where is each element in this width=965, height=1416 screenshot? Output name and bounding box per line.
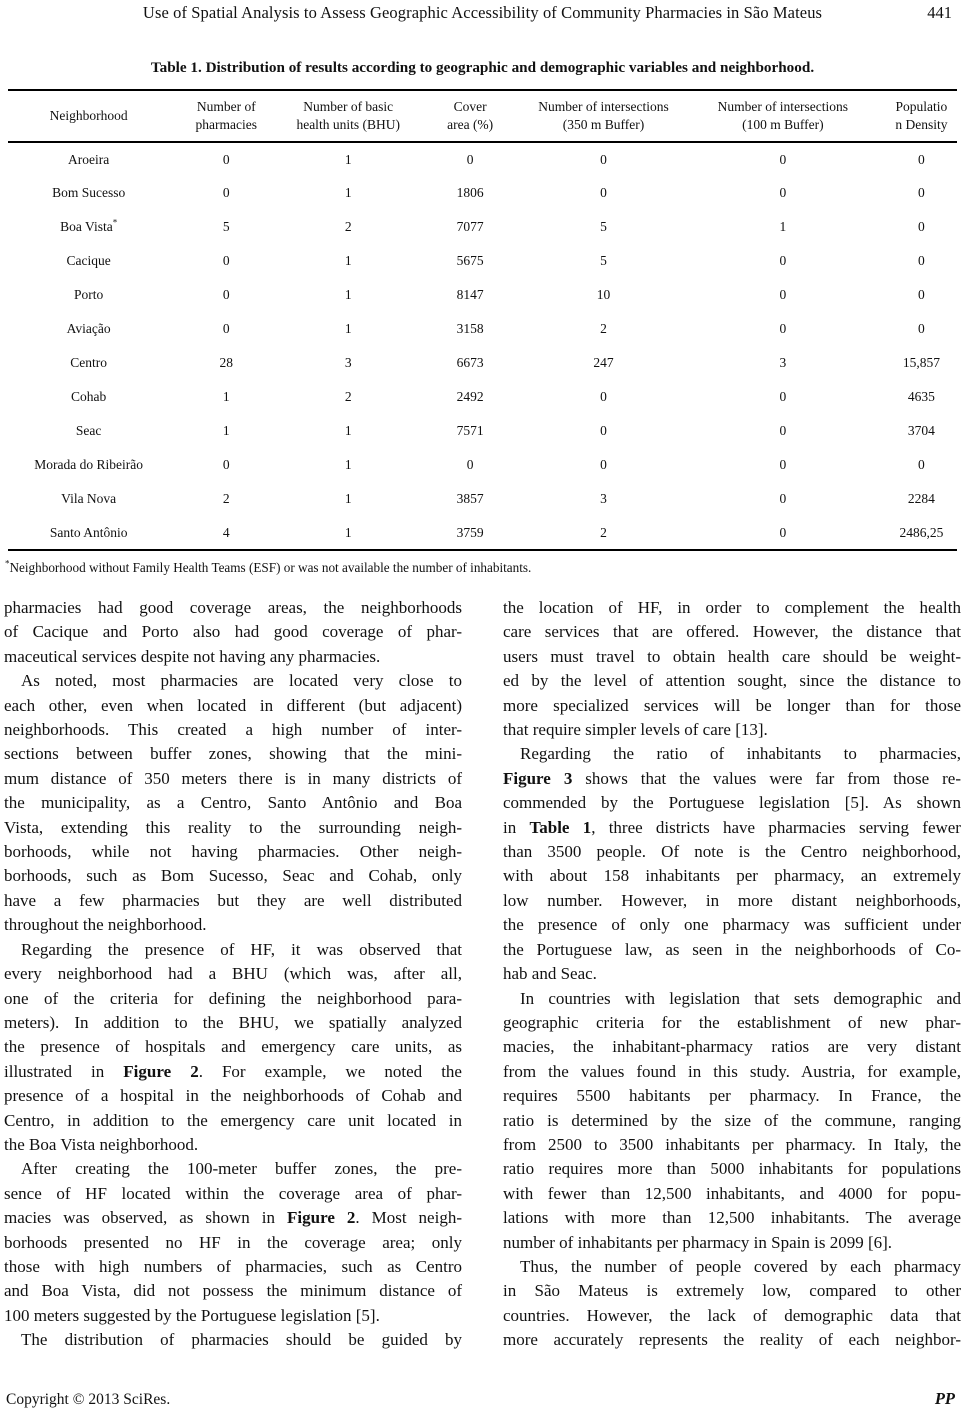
column-header: Populatio n Density [886,90,957,142]
value-cell: 5 [600,219,607,234]
value-cell: 6673 [456,355,484,370]
column-header: Number of basic health units (BHU) [283,90,413,142]
column-header: Neighborhood [8,90,169,142]
value-cell: 2284 [907,491,935,506]
neighborhood-cell: Aroeira [68,151,110,167]
value-cell: 0 [222,151,230,167]
body-paragraph [503,1255,961,1353]
text-line: every neighborhood had a BHU (which was, after all, [4,964,462,984]
table-footnote [5,560,957,576]
value-cell: 1 [222,423,230,438]
value-cell: 0 [918,185,925,200]
column-header: Number of pharmacies [169,90,283,142]
neighborhood-cell: Seac [75,423,102,438]
column-header: Cover area (%) [413,90,527,142]
text-line: borhoods presented no HF in the coverage area; only [4,1232,462,1252]
value-cell: 4635 [907,389,935,404]
value-cell: 8147 [456,287,484,302]
value-cell: 1 [779,219,787,234]
value-cell: 1806 [456,185,484,200]
text-line: ratio requires more than 5000 inhabitants for populations [503,1159,961,1179]
value-cell: 0 [222,321,230,336]
neighborhood-cell: Cacique [66,253,111,268]
value-cell: 15,857 [902,355,940,370]
neighborhood-cell: Bom Sucesso [52,185,126,200]
value-cell: 0 [779,287,787,302]
text-line: ratio is determined by the size of the commune, ranging [503,1110,961,1130]
value-cell: 28 [219,355,234,370]
page-footer [6,1389,955,1409]
value-cell: 0 [918,219,925,234]
text-line: users must travel to obtain health care should be weight- [503,646,961,666]
value-cell: 2 [600,524,607,540]
neighborhood-cell: Cohab [71,389,107,404]
value-cell: 0 [779,185,787,200]
table-row [8,448,957,482]
value-cell: 0 [600,389,607,404]
neighborhood-cell: Aviação [66,321,111,336]
copyright-text: Copyright © 2013 SciRes. [6,1391,171,1408]
table-wrap [8,89,957,551]
value-cell: 1 [222,389,230,404]
text-line: in Table 1, three districts have pharmacies serving fewer [503,817,961,837]
value-cell: 1 [344,423,352,438]
text-line: those with high numbers of pharmacies, such as Centro [4,1256,462,1276]
text-line: the presence of only one pharmacy was sufficient under [503,915,961,935]
table-row [8,142,957,176]
table-row [8,312,957,346]
table-head [8,90,957,142]
value-cell: 5 [222,219,230,234]
text-line: and Boa Vista, did not possess the minimum distance of [4,1281,462,1301]
table-row [8,482,957,516]
body-paragraph [4,596,462,669]
right-column [503,596,961,1353]
value-cell: 0 [918,151,925,167]
value-cell: 0 [779,524,787,540]
value-cell: 0 [779,321,787,336]
value-cell: 1 [344,253,352,268]
value-cell: 3 [344,355,352,370]
text-line: more accurately represents the reality of each neighbor- [503,1330,961,1350]
text-line: Vista, extending this reality to the surrounding neigh- [4,817,462,837]
value-cell: 3 [600,491,607,506]
column-header: Number of intersections (100 m Buffer) [680,90,886,142]
value-cell: 0 [222,287,230,302]
text-line: throughout the neighborhood. [4,915,207,935]
value-cell: 1 [344,524,352,540]
value-cell: 3704 [907,423,935,438]
footnote-text: Neighborhood without Family Health Teams (ESF) or was not available the number of inhabitants. [9,560,532,575]
value-cell: 0 [779,151,787,167]
value-cell: 3857 [456,491,484,506]
value-cell: 5675 [456,253,484,268]
table-row [8,176,957,210]
text-line: the municipality, as a Centro, Santo Antônio and Boa [4,793,462,813]
value-cell: 0 [918,321,925,336]
text-line: Regarding the presence of HF, it was observed that [21,939,462,959]
value-cell: 1 [344,287,352,302]
table-header-row [8,90,957,142]
value-cell: 0 [918,253,925,268]
body-paragraph [503,742,961,986]
text-line: from 2500 to 3500 inhabitants per pharmacy. In Italy, the [503,1134,961,1154]
page-number: 441 [927,3,952,22]
text-line: one of the criteria for defining the neighborhood para- [4,988,462,1008]
value-cell: 2 [600,321,607,336]
value-cell: 0 [918,287,925,302]
table-row [8,278,957,312]
value-cell: 1 [344,151,352,167]
journal-abbreviation: PP [934,1389,955,1408]
text-line: Thus, the number of people covered by each pharmacy [520,1256,961,1276]
text-line: commended by the Portuguese legislation [5]. As shown [503,793,961,813]
text-line: each other, even when located in different (but adjacent) [4,695,462,715]
value-cell: 0 [600,423,607,438]
neighborhood-cell: Santo Antônio [49,524,128,540]
value-cell: 0 [222,253,230,268]
text-line: the presence of hospitals and emergency care units, as [4,1037,462,1057]
text-line: care services that are offered. However, the distance that [503,622,961,642]
body-paragraph [4,669,462,937]
table-row [8,380,957,414]
results-table [8,89,957,551]
value-cell: 0 [600,185,607,200]
body-paragraph [4,938,462,1158]
value-cell: 247 [593,355,614,370]
text-line: borhoods, while not having pharmacies. Other neigh- [4,842,462,862]
text-line: requires 5500 habitants per pharmacy. In France, the [503,1086,961,1106]
text-line: neighborhoods. This created a high number of inter- [4,720,462,740]
value-cell: 2486,25 [899,524,944,540]
body-paragraph [4,1328,462,1352]
text-line: In countries with legislation that sets demographic and [520,988,961,1008]
value-cell: 3759 [456,524,484,540]
text-line: sence of HF located within the coverage area of phar- [4,1183,462,1203]
neighborhood-cell: Boa Vista* [60,217,118,234]
value-cell: 7077 [456,219,484,234]
text-line: Centro, in addition to the emergency care unit located in [4,1110,462,1130]
table-row [8,210,957,244]
running-title: Use of Spatial Analysis to Assess Geographic Accessibility of Community Pharmacies in São Mateus [142,3,823,22]
value-cell: 10 [596,287,611,302]
body-paragraph [4,1157,462,1328]
neighborhood-cell: Porto [74,287,104,302]
value-cell: 0 [779,253,787,268]
value-cell: 2 [344,389,352,404]
table-body [8,142,957,550]
text-line: in São Mateus is extremely low, compared to other [503,1281,961,1301]
table-row [8,414,957,448]
text-line: presence of a hospital in the neighborhoods of Cohab and [4,1086,462,1106]
text-line: As noted, most pharmacies are located very close to [21,671,462,691]
value-cell: 0 [918,457,925,472]
text-line: The distribution of pharmacies should be guided by [21,1330,462,1350]
value-cell: 0 [222,185,230,200]
text-line: 100 meters suggested by the Portuguese legislation [5]. [4,1305,380,1325]
text-line: Figure 3 shows that the values were far from those re- [503,768,961,788]
text-line: After creating the 100-meter buffer zones, the pre- [21,1159,462,1179]
text-line: than 3500 people. Of note is the Centro neighborhood, [503,842,961,862]
table-row [8,346,957,380]
text-line: pharmacies had good coverage areas, the neighborhoods [4,598,462,617]
text-line: the Portuguese law, as seen in the neighborhoods of Co- [503,939,961,959]
value-cell: 3 [779,355,787,370]
body-text [4,596,961,1353]
text-line: that require simpler levels of care [13]. [503,720,768,740]
footnote-marker: * [112,217,118,228]
text-line: with about 158 inhabitants per pharmacy, an extremely [503,866,961,886]
value-cell: 2 [344,219,352,234]
value-cell: 1 [344,457,352,472]
value-cell: 5 [600,253,607,268]
text-line: macies, the inhabitant-pharmacy ratios are very distant [503,1037,961,1057]
value-cell: 2 [222,491,230,506]
footnote-marker: * [5,558,10,569]
value-cell: 1 [344,321,352,336]
neighborhood-cell: Vila Nova [61,491,117,506]
value-cell: 1 [344,491,352,506]
neighborhood-cell: Centro [70,355,108,370]
text-line: countries. However, the lack of demographic data that [503,1305,961,1325]
left-column [4,596,462,1353]
text-line: the Boa Vista neighborhood. [4,1134,199,1154]
text-line: macies was observed, as shown in Figure 2. Most neigh- [4,1208,462,1228]
text-line: mum distance of 350 meters there is in many districts of [4,768,462,788]
text-line: meters). In addition to the BHU, we spatially analyzed [4,1012,462,1032]
value-cell: 0 [600,457,607,472]
text-line: Regarding the ratio of inhabitants to pharmacies, [520,744,961,764]
neighborhood-cell: Morada do Ribeirão [34,457,144,472]
text-line: illustrated in Figure 2. For example, we noted the [4,1061,462,1081]
value-cell: 0 [466,457,474,472]
text-line: low number. However, in more distant neighborhoods, [503,890,961,910]
value-cell: 0 [466,151,474,167]
text-line: more specialized services will be longer than for those [503,695,961,715]
table-row [8,516,957,550]
text-line: have a few pharmacies but they are well distributed [4,890,462,910]
text-line: number of inhabitants per pharmacy in Spain is 2099 [6]. [503,1232,893,1252]
table-caption: Table 1. Distribution of results according to geographic and demographic variables and neighborhood. [150,59,815,76]
value-cell: 0 [222,457,230,472]
running-header [0,3,965,25]
body-paragraph [503,987,961,1255]
value-cell: 3158 [456,321,484,336]
body-paragraph [503,596,961,742]
value-cell: 0 [779,389,787,404]
value-cell: 4 [222,524,230,540]
value-cell: 1 [344,185,352,200]
text-line: sections between buffer zones, showing that the mini- [4,744,462,764]
value-cell: 0 [600,151,607,167]
text-line: geographic criteria for the establishment of new phar- [503,1012,961,1032]
value-cell: 0 [779,423,787,438]
text-line: maceutical services despite not having any pharmacies. [4,646,381,666]
text-line: with fewer than 12,500 inhabitants, and 4000 for popu- [503,1183,961,1203]
text-line: lations with more than 12,500 inhabitants. The average [503,1208,961,1228]
column-header: Number of intersections (350 m Buffer) [527,90,680,142]
value-cell: 0 [779,457,787,472]
value-cell: 7571 [456,423,484,438]
text-line: borhoods, such as Bom Sucesso, Seac and Cohab, only [4,866,462,886]
value-cell: 0 [779,491,787,506]
text-line: ed by the level of attention sought, since the distance to [503,671,961,691]
value-cell: 2492 [456,389,484,404]
text-line: from the values found in this study. Austria, for example, [503,1061,961,1081]
table-row [8,244,957,278]
text-line: hab and Seac. [503,964,597,984]
text-line: of Cacique and Porto also had good coverage of phar- [4,622,462,642]
text-line: the location of HF, in order to complement the health [503,598,961,617]
